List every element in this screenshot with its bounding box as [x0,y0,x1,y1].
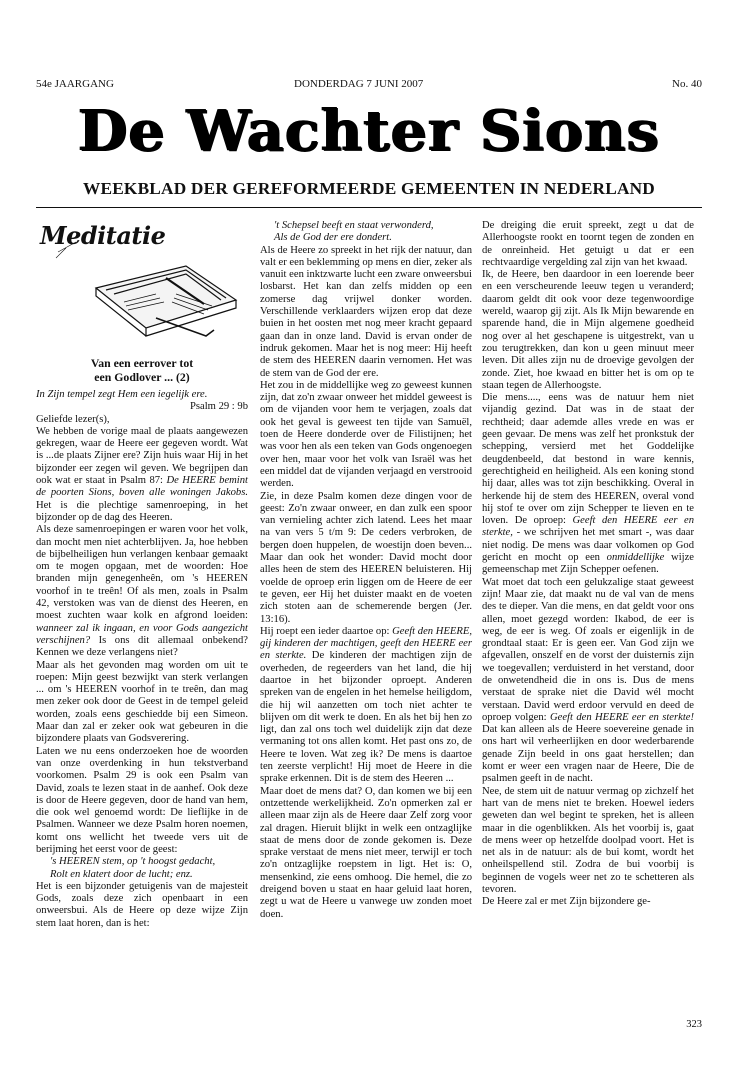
paragraph: Als deze samenroepingen er waren voor het volk, dan mocht men niet achterblijven. Ja, hoe hebben de bijbelheiligen hun verlangen kenbaar gemaakt om te mogen opgaan, met de woorden: Hoe branden mijn genegenheên, om 's HEEREN voorhof in te treên! Of als men, zoals in Psalm 42, verstoken was van de dienst des Heeren, en moest zuchten waar kolk en afgrond loeiden: wanneer zal ik ingaan, en voor Gods aangezicht verschijnen? Is ons dit allemaal onbekend? Kennen we deze verlangens niet? [36,524,248,659]
meditation-title [36,356,248,384]
page-number: 323 [686,1019,702,1030]
verse-quote: Rolt en klatert door de lucht; enz. [50,868,193,880]
verse-quote: 't Schepsel beeft en staat verwonderd, [274,220,434,231]
paragraph: Nee, de stem uit de natuur vermag op zichzelf het hart van de mens niet te breken. Hoewel ieders geweten dan wel begint te spreken, het is alleen maar in die ogenblikken. Als het voorbij is, gaat de mens weer op hetzelfde doolpad voort. Het is net als in de natuur: als de bui komt, wordt het onheilspellend stil. Zodra de bui voorbij is beginnen de vogels weer net zo te schetteren als tevoren. [482,785,694,896]
meditation-illustration [36,218,248,348]
paragraph: Maar doet de mens dat? O, dan komen we bij een ontzettende werkelijkheid. Zo'n opmerken zal er alleen maar zijn als de Heere daar Zelf zorg voor zal dragen. Hieruit blijkt in welk een ontzaglijke staat de mens door de zonde gekomen is. Deze sprake verstaat de mens niet meer, terwijl er toch zo'n ontzaglijke roepstem in ligt. Het is: O, mensenkind, zie eens omhoog. Die hemel, die zo dreigend boven u staat en haar geluid laat horen, zegt u wat de Heere u vanwege uw zonden moet doen. [260,785,472,920]
masthead: De Wachter Sions [77,98,661,164]
issue-number: No. 40 [672,78,702,90]
header-line [36,78,702,94]
issue-date: DONDERDAG 7 JUNI 2007 [294,78,424,90]
salutation: Geliefde lezer(s), [36,413,110,425]
meditation-title-line-2: een Godlover ... (2) [94,370,190,384]
verse-quote: 's HEEREN stem, op 't hoogst gedacht, [50,856,216,868]
paragraph: Maar als het gevonden mag worden om uit te roepen: Mijn geest bezwijkt van sterk verlangen ... om 's HEEREN voorhof in te treên, dan mag men zeker ook door de Geest in de tempel geleid worden, zoals eens geschiedde bij een Simeon. Maar dan zal er zeker ook wat gebeuren in die bijzondere plaats van Godsverering. [36,659,248,745]
column-3 [482,220,694,909]
scripture-reference: Psalm 29 : 9b [190,401,248,413]
paragraph: We hebben de vorige maal de plaats aangewezen gekregen, waar de Heere eer gegeven wordt. Wat is ...de plaats Zijner ere? Zijn huis waar Hij in het bijzonder eer zegen wil geven. We begrijpen dan ook wat er staat in Psalm 87: De HEERE bemint de poorten Sions, boven alle woningen Jakobs. Het is die plechtige samenroeping, in het bijzonder op de dag des Heeren. [36,425,248,523]
volume: 54e JAARGANG [36,78,114,90]
paragraph: Zie, in deze Psalm komen deze dingen voor de geest: Zo'n zwaar onweer, en dan zulk een spoor van vernieling achter zich latend. Lees het maar na van vers 5 t/m 9: De ceders verbroken, de bergen doen huppelen, de woestijn doen beven... Maar dan ook het wonder: David mocht door alles heen de stem des HEEREN beluisteren. Hij voelde de oproep erin liggen om de Heere de eer te geven, eer Hij het duister maakt en de voeten zich stoten aan de schemerende bergen (Jer. 13:16). [260,490,472,625]
paragraph: Ik, de Heere, ben daardoor in een loerende beer en een verscheurende leeuw tegen u veranderd; daarom geldt dit ook voor deze tegenwoordige wereld, waarop gij zijt. Als Ik Mijn bewarende en sparende hand, die in Mijn algemene goedheid nog over al het geschapene is uitgestrekt, van u zou terugtrekken, dan kon u geen minuut meer leven. Dit alles zijn nu de droevige gevolgen der zonde. Ziet, hoe kwaad en bitter het is om op te staan tegen de Allerhoogste. [482,269,694,391]
paragraph: De dreiging die eruit spreekt, zegt u dat de Allerhoogste rookt en toornt tegen de zonden en de onreinheid. Het getuigt u dat er een rechtvaardige vergelding zal zijn van het kwaad. [482,220,694,268]
paragraph: Het zou in de middellijke weg zo geweest kunnen zijn, dat zo'n zwaar onweer het middel geweest is om de vijanden voor hem te verjagen, zoals dat ook het geval is geweest ten tijde van Samuël, toen de Heere donderde over de Filistijnen; het was voor hen als een teken van Gods ongenoegen over hen, maar voor het volk van Israël was het een middel dat de vijanden verjaagd en verstrooid werden. [260,379,472,490]
subtitle: WEEKBLAD DER GEREFORMEERDE GEMEENTEN IN NEDERLAND [83,179,655,198]
meditation-title-line-1: Van een eerrover tot [90,356,194,370]
paragraph: De Heere zal er met Zijn bijzondere ge- [482,896,651,908]
paragraph: Wat moet dat toch een gelukzalige staat geweest zijn! Maar zie, dat maakt nu de val van de mens des te dieper. Van die mens, en dat geldt voor ons allen, moet gezegd worden: Ikabod, de eer is weg, de eer is weg. Of zoals er eigenlijk in de grondtaal staat: Er is geen eer. Van God zijn we afgevallen, onszelf en de vorst der duisternis zijn we toegevallen; verduisterd in het verstand, door de onwetendheid die in ons is. Dus de mens verstaat de sprake niet die David wél mocht verstaan. David werd erdoor vervuld en deed de oproep volgen: Geeft den HEERE eer en sterkte! Dat kan alleen als de Heere soevereine genade in ons hart wil verheerlijken en door wederbarende genade Zijn beeld in ons gaat herstellen; dan komt er weer een vragen naar de Heere, Die de psalmen geeft in de nacht. [482,576,694,785]
paragraph: Die mens...., eens was de natuur hem niet vijandig gezind. Dat was in de staat der rechtheid; daar ademde alles vrede en was er geen gevaar. De mens was zelf het pronkstuk der schepping, versierd met het Goddelijke deugdenbeeld, dat bestond in ware kennis, gerechtigheid en heiligheid. Als een koning stond hij daar, alles was tot zijn beschikking. Overal in herkende hij de stem des HEEREN, overal vond hij stof te over om zijn Schepper te lieven en te loven. De oproep: Geeft den HEERE eer en sterkte, - we schrijven het met smart -, was daar niet nodig. De mens was daar volkomen op God gericht en mocht op een onmiddellijke wijze gemeenschap met Zijn Schepper oefenen. [482,392,694,576]
paragraph: Hij roept een ieder daartoe op: Geeft den HEERE, gij kinderen der machtigen, geeft den HEERE eer en sterkte. De kinderen der machtigen zijn de overheden, de regeerders van het land, die hij daartoe in het bijzonder oproept. Anderen spreken van de engelen in het hemelse heiligdom, die hij wil aanzetten om toch niet achter te blijven om dit werk te doen. En als het bij hen zo ligt, dan zal ons toch wel duidelijk zijn dat deze vermaning tot ons allen komt. Het past ons zo, de Heere te loven. Wat zeg ik? De mens is daartoe ten zeerste verplicht! Hij moet de Heere in die sprake erkennen. Dit is de stem des Heeren ... [260,625,472,785]
epigraph: In Zijn tempel zegt Hem een iegelijk ere. [36,389,208,400]
header-rule [36,207,702,208]
verse-quote: Als de God der ere dondert. [274,232,392,244]
paragraph: Het is een bijzonder getuigenis van de majesteit Gods, zoals deze zich openbaart in een onweersbui. Als de Heere op deze wijze Zijn stem laat horen, dan is het: [36,880,248,929]
paragraph: Als de Heere zo spreekt in het rijk der natuur, dan valt er een beklemming op mens en dier, zeker als vanuit een inktzwarte lucht een zware onweersbui losbarst. Het kan dan zelfs midden op een zomerse dag vrijwel donker worden. Verschillende verklaarders wijzen erop dat deze buien in het oosten met nog meer kracht gepaard gaan dan in onze land. David is ervan onder de indruk gekomen. Maar het is nog meer: Hij heeft de stem des HEEREN daarin vernomen. Het was de stem van de God der ere. [260,244,472,379]
paragraph: Laten we nu eens onderzoeken hoe de woorden van onze overdenking in hun tekstverband voorkomen. Psalm 29 is ook een Psalm van David, zoals te lezen staat in de aanhef. Ook deze is door de Heere gegeven, door de hand van hem, die ook wel genoemd wordt: De lieflijke in de Psalmen. Wanneer we deze Psalm horen noemen, komt ons wellicht het tweede vers uit de berijming het eerst voor de geest: [36,745,248,855]
meditation-label: Meditatie [40,221,166,250]
column-1 [36,218,248,930]
column-2 [260,220,472,921]
